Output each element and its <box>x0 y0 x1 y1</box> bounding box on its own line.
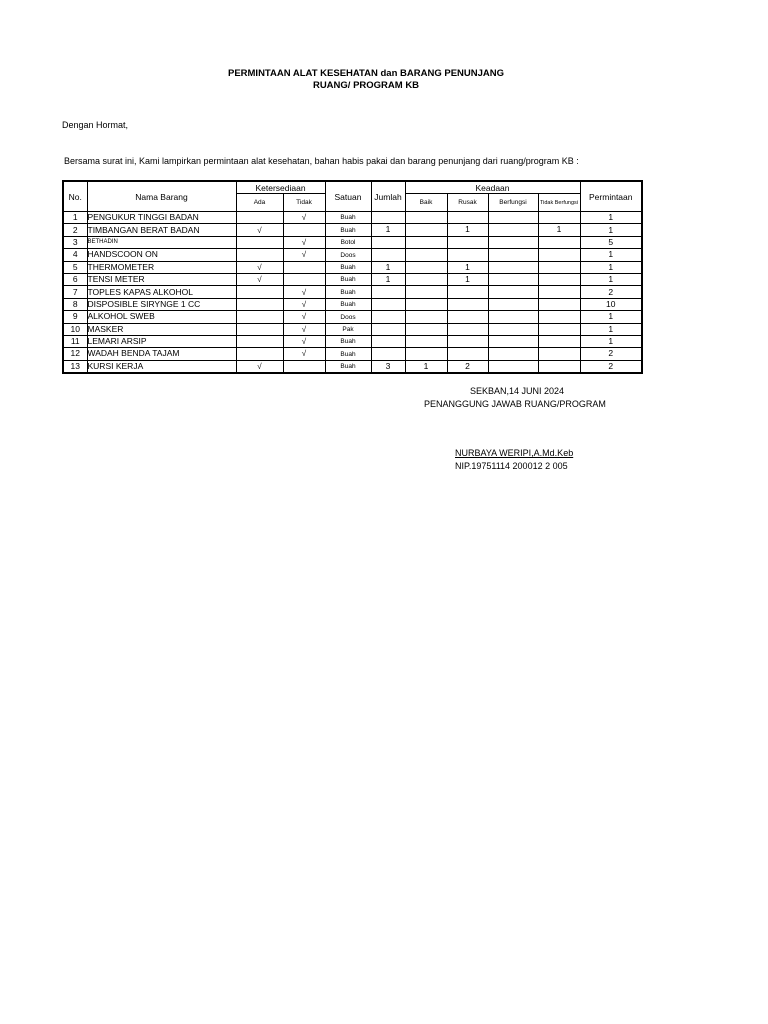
cell-berfungsi <box>488 348 538 360</box>
cell-tidak-berfungsi <box>538 273 580 285</box>
cell-ada: √ <box>236 224 283 236</box>
cell-jumlah: 3 <box>371 360 405 373</box>
cell-ada <box>236 298 283 310</box>
cell-berfungsi <box>488 249 538 261</box>
cell-tidak: √ <box>283 236 325 248</box>
cell-permintaan: 2 <box>580 348 642 360</box>
cell-berfungsi <box>488 360 538 373</box>
table-row <box>63 236 642 248</box>
cell-no: 5 <box>63 261 87 273</box>
cell-baik <box>405 335 447 347</box>
cell-satuan: Buah <box>325 335 371 347</box>
cell-satuan: Buah <box>325 360 371 373</box>
cell-nama-barang: BETHADIN <box>87 236 236 248</box>
cell-no: 1 <box>63 212 87 224</box>
cell-tidak-berfungsi <box>538 212 580 224</box>
intro-text: Bersama surat ini, Kami lampirkan permintaan alat kesehatan, bahan habis pakai dan barang penunjang dari ruang/program KB : <box>64 156 579 166</box>
cell-nama-barang: THERMOMETER <box>87 261 236 273</box>
table-row <box>63 360 642 373</box>
cell-ada <box>236 348 283 360</box>
cell-baik <box>405 236 447 248</box>
cell-rusak <box>447 212 488 224</box>
cell-permintaan: 10 <box>580 298 642 310</box>
cell-satuan: Doos <box>325 311 371 323</box>
greeting-text: Dengan Hormat, <box>62 120 129 130</box>
cell-tidak <box>283 273 325 285</box>
cell-tidak-berfungsi <box>538 348 580 360</box>
cell-no: 12 <box>63 348 87 360</box>
cell-jumlah <box>371 249 405 261</box>
table-row <box>63 212 642 224</box>
header-berfungsi: Berfungsi <box>488 194 538 212</box>
header-permintaan: Permintaan <box>580 181 642 212</box>
cell-tidak <box>283 261 325 273</box>
cell-permintaan: 1 <box>580 212 642 224</box>
cell-permintaan: 2 <box>580 360 642 373</box>
table-row <box>63 261 642 273</box>
cell-no: 10 <box>63 323 87 335</box>
cell-jumlah <box>371 323 405 335</box>
cell-rusak: 1 <box>447 261 488 273</box>
signature-name: NURBAYA WERIPI,A.Md.Keb <box>455 448 574 458</box>
cell-rusak: 1 <box>447 273 488 285</box>
cell-berfungsi <box>488 323 538 335</box>
cell-jumlah: 1 <box>371 224 405 236</box>
cell-nama-barang: MASKER <box>87 323 236 335</box>
cell-berfungsi <box>488 298 538 310</box>
cell-berfungsi <box>488 311 538 323</box>
cell-no: 4 <box>63 249 87 261</box>
cell-tidak: √ <box>283 212 325 224</box>
cell-jumlah: 1 <box>371 273 405 285</box>
cell-satuan: Buah <box>325 224 371 236</box>
cell-rusak <box>447 348 488 360</box>
cell-tidak-berfungsi <box>538 286 580 298</box>
cell-nama-barang: HANDSCOON ON <box>87 249 236 261</box>
cell-baik <box>405 212 447 224</box>
cell-rusak <box>447 249 488 261</box>
cell-berfungsi <box>488 212 538 224</box>
cell-baik <box>405 261 447 273</box>
cell-tidak: √ <box>283 348 325 360</box>
cell-ada: √ <box>236 261 283 273</box>
cell-tidak: √ <box>283 323 325 335</box>
table-row <box>63 335 642 347</box>
cell-permintaan: 1 <box>580 335 642 347</box>
cell-tidak-berfungsi <box>538 236 580 248</box>
cell-permintaan: 1 <box>580 261 642 273</box>
cell-ada: √ <box>236 273 283 285</box>
table-row <box>63 311 642 323</box>
cell-baik: 1 <box>405 360 447 373</box>
cell-baik <box>405 224 447 236</box>
cell-baik <box>405 311 447 323</box>
cell-baik <box>405 273 447 285</box>
cell-tidak-berfungsi: 1 <box>538 224 580 236</box>
header-rusak: Rusak <box>447 194 488 212</box>
cell-jumlah <box>371 335 405 347</box>
cell-ada <box>236 335 283 347</box>
cell-tidak: √ <box>283 311 325 323</box>
header-tidak-berfungsi: Tidak Berfungsi <box>538 194 580 212</box>
cell-rusak <box>447 323 488 335</box>
cell-jumlah <box>371 286 405 298</box>
header-keadaan: Keadaan <box>405 181 580 194</box>
cell-ada: √ <box>236 360 283 373</box>
cell-no: 3 <box>63 236 87 248</box>
cell-rusak <box>447 236 488 248</box>
table-row <box>63 298 642 310</box>
cell-rusak <box>447 335 488 347</box>
document-title: PERMINTAAN ALAT KESEHATAN dan BARANG PENUNJANG <box>227 68 505 79</box>
header-baik: Baik <box>405 194 447 212</box>
table-row <box>63 348 642 360</box>
cell-tidak: √ <box>283 286 325 298</box>
cell-tidak-berfungsi <box>538 311 580 323</box>
cell-berfungsi <box>488 273 538 285</box>
cell-nama-barang: ALKOHOL SWEB <box>87 311 236 323</box>
signature-nip: NIP.19751114 200012 2 005 <box>455 461 568 471</box>
cell-satuan: Buah <box>325 261 371 273</box>
cell-tidak <box>283 224 325 236</box>
cell-permintaan: 5 <box>580 236 642 248</box>
header-tidak: Tidak <box>283 194 325 212</box>
cell-nama-barang: PENGUKUR TINGGI BADAN <box>87 212 236 224</box>
cell-satuan: Doos <box>325 249 371 261</box>
cell-nama-barang: TENSI METER <box>87 273 236 285</box>
cell-ada <box>236 286 283 298</box>
cell-jumlah <box>371 348 405 360</box>
header-jumlah: Jumlah <box>371 181 405 212</box>
cell-rusak: 1 <box>447 224 488 236</box>
cell-permintaan: 1 <box>580 273 642 285</box>
cell-satuan: Buah <box>325 298 371 310</box>
cell-no: 8 <box>63 298 87 310</box>
cell-satuan: Buah <box>325 348 371 360</box>
table-row <box>63 273 642 285</box>
cell-permintaan: 2 <box>580 286 642 298</box>
cell-rusak <box>447 311 488 323</box>
cell-no: 11 <box>63 335 87 347</box>
cell-baik <box>405 348 447 360</box>
cell-satuan: Pak <box>325 323 371 335</box>
cell-permintaan: 1 <box>580 323 642 335</box>
header-ada: Ada <box>236 194 283 212</box>
cell-satuan: Buah <box>325 273 371 285</box>
cell-ada <box>236 212 283 224</box>
cell-nama-barang: WADAH BENDA TAJAM <box>87 348 236 360</box>
cell-tidak: √ <box>283 298 325 310</box>
cell-berfungsi <box>488 224 538 236</box>
cell-tidak-berfungsi <box>538 360 580 373</box>
cell-nama-barang: TIMBANGAN BERAT BADAN <box>87 224 236 236</box>
cell-rusak <box>447 286 488 298</box>
cell-berfungsi <box>488 286 538 298</box>
cell-tidak-berfungsi <box>538 249 580 261</box>
cell-nama-barang: KURSI KERJA <box>87 360 236 373</box>
signature-role: PENANGGUNG JAWAB RUANG/PROGRAM <box>424 399 606 409</box>
cell-ada <box>236 249 283 261</box>
cell-permintaan: 1 <box>580 224 642 236</box>
cell-no: 7 <box>63 286 87 298</box>
header-ketersediaan: Ketersediaan <box>236 181 325 194</box>
cell-tidak-berfungsi <box>538 323 580 335</box>
cell-ada <box>236 323 283 335</box>
cell-tidak <box>283 360 325 373</box>
cell-no: 9 <box>63 311 87 323</box>
cell-baik <box>405 298 447 310</box>
cell-nama-barang: DISPOSIBLE SIRYNGE 1 CC <box>87 298 236 310</box>
cell-baik <box>405 286 447 298</box>
document-subtitle: RUANG/ PROGRAM KB <box>312 80 420 91</box>
cell-ada <box>236 311 283 323</box>
cell-satuan: Buah <box>325 286 371 298</box>
cell-baik <box>405 323 447 335</box>
cell-permintaan: 1 <box>580 249 642 261</box>
cell-nama-barang: TOPLES KAPAS ALKOHOL <box>87 286 236 298</box>
table-row <box>63 286 642 298</box>
signature-place-date: SEKBAN,14 JUNI 2024 <box>470 386 565 396</box>
request-table <box>62 180 643 374</box>
cell-tidak-berfungsi <box>538 298 580 310</box>
table-row <box>63 224 642 236</box>
cell-tidak-berfungsi <box>538 335 580 347</box>
cell-satuan: Botol <box>325 236 371 248</box>
table-row <box>63 249 642 261</box>
cell-baik <box>405 249 447 261</box>
cell-berfungsi <box>488 261 538 273</box>
cell-no: 13 <box>63 360 87 373</box>
header-satuan: Satuan <box>325 181 371 212</box>
cell-tidak: √ <box>283 335 325 347</box>
cell-nama-barang: LEMARI ARSIP <box>87 335 236 347</box>
cell-jumlah <box>371 298 405 310</box>
cell-tidak-berfungsi <box>538 261 580 273</box>
cell-ada <box>236 236 283 248</box>
table-row <box>63 323 642 335</box>
cell-jumlah <box>371 212 405 224</box>
cell-no: 2 <box>63 224 87 236</box>
cell-jumlah <box>371 311 405 323</box>
cell-no: 6 <box>63 273 87 285</box>
cell-tidak: √ <box>283 249 325 261</box>
header-no: No. <box>63 181 87 212</box>
cell-rusak <box>447 298 488 310</box>
cell-rusak: 2 <box>447 360 488 373</box>
cell-satuan: Buah <box>325 212 371 224</box>
cell-berfungsi <box>488 335 538 347</box>
cell-jumlah: 1 <box>371 261 405 273</box>
cell-berfungsi <box>488 236 538 248</box>
cell-jumlah <box>371 236 405 248</box>
cell-permintaan: 1 <box>580 311 642 323</box>
header-nama-barang: Nama Barang <box>87 181 236 212</box>
